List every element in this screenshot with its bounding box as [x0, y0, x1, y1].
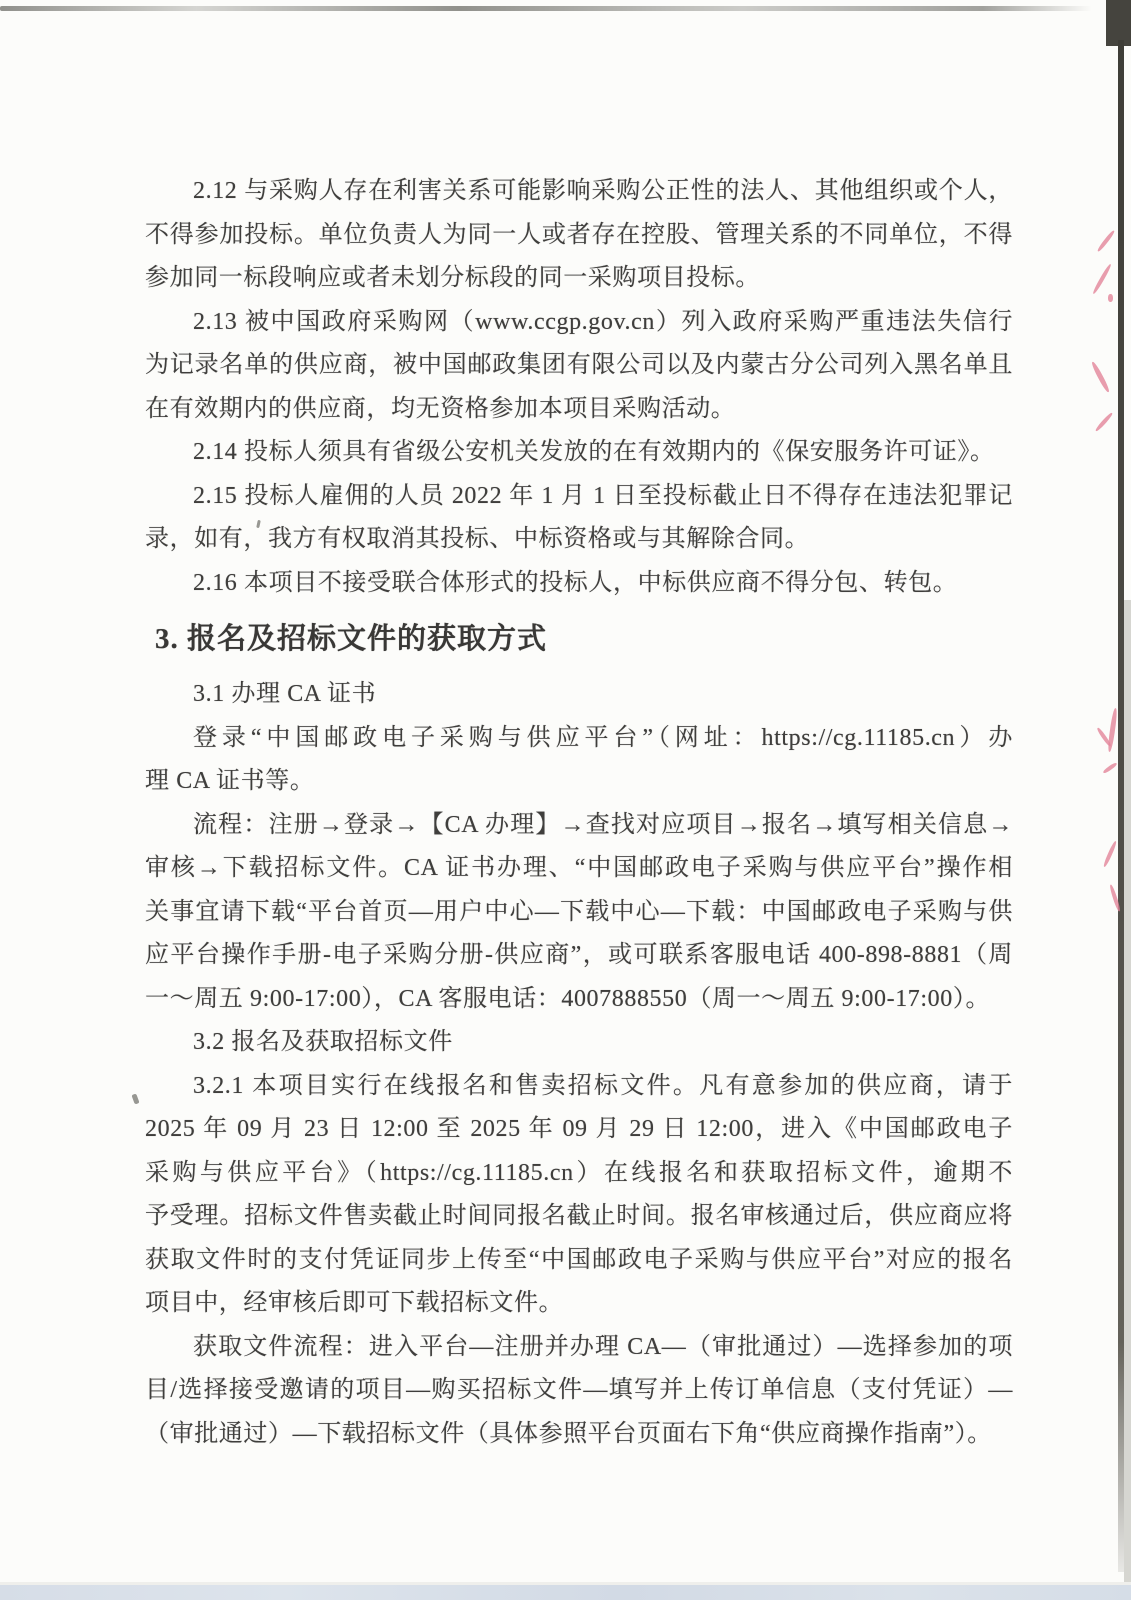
document-line: 审核→下载招标文件。CA 证书办理、“中国邮政电子采购与供应平台”操作相 — [145, 855, 1013, 881]
document-line: 3.1 办理 CA 证书 — [193, 681, 377, 707]
stamp-mark-artifact — [1102, 762, 1117, 774]
stamp-mark-artifact — [1108, 294, 1113, 302]
document-line: 关事宜请下载“平台首页—用户中心—下载中心—下载：中国邮政电子采购与供 — [145, 898, 1013, 925]
document-line: 目/选择接受邀请的项目—购买招标文件—填写并上传订单信息（支付凭证）— — [145, 1377, 1013, 1403]
stamp-mark-artifact — [1102, 840, 1117, 867]
document-line: 获取文件时的支付凭证同步上传至“中国邮政电子采购与供应平台”对应的报名 — [145, 1246, 1013, 1273]
stamp-mark-artifact — [1096, 230, 1115, 253]
document-line: 采购与供应平台》（https://cg.11185.cn）在线报名和获取招标文件，逾期不 — [145, 1159, 1013, 1186]
document-line: 项目中，经审核后即可下载招标文件。 — [145, 1290, 564, 1316]
document-body — [145, 170, 1013, 1456]
document-line: 应平台操作手册-电子采购分册-供应商”，或可联系客服电话 400-898-8881（周 — [145, 942, 1013, 968]
document-line: 3.2 报名及获取招标文件 — [193, 1029, 453, 1055]
scan-bottom-edge-strip — [0, 1585, 1131, 1600]
document-line: 登录“中国邮政电子采购与供应平台”（网址：https://cg.11185.cn）办 — [193, 724, 1013, 751]
document-line: 2.16 本项目不接受联合体形式的投标人，中标供应商不得分包、转包。 — [193, 569, 958, 596]
scan-speck-artifact — [131, 1093, 139, 1104]
document-line: 2.14 投标人须具有省级公安机关发放的在有效期内的《保安服务许可证》。 — [193, 439, 995, 465]
document-line: 在有效期内的供应商，均无资格参加本项目采购活动。 — [145, 395, 736, 422]
document-line: 不得参加投标。单位负责人为同一人或者存在控股、管理关系的不同单位，不得 — [145, 221, 1013, 248]
stamp-mark-artifact — [1092, 263, 1112, 294]
document-line: 2025 年 09 月 23 日 12:00 至 2025 年 09 月 29 日 12:00，进入《中国邮政电子 — [145, 1116, 1013, 1142]
document-line: 2.15 投标人雇佣的人员 2022 年 1 月 1 日至投标截止日不得存在违法犯罪记 — [193, 482, 1013, 509]
document-line: 为记录名单的供应商，被中国邮政集团有限公司以及内蒙古分公司列入黑名单且 — [145, 352, 1013, 378]
document-line: 2.12 与采购人存在利害关系可能影响采购公正性的法人、其他组织或个人， — [193, 178, 1013, 204]
stamp-mark-artifact — [1090, 361, 1110, 393]
document-line: （审批通过）—下载招标文件（具体参照平台页面右下角“供应商操作指南”）。 — [145, 1420, 992, 1447]
document-line: 录，如有，我方有权取消其投标、中标资格或与其解除合同。 — [145, 526, 810, 552]
section-heading: 3. 报名及招标文件的获取方式 — [155, 623, 548, 655]
document-line: 获取文件流程：进入平台—注册并办理 CA—（审批通过）—选择参加的项 — [193, 1333, 1013, 1360]
stamp-mark-artifact — [1094, 412, 1113, 433]
document-line: 流程：注册→登录→【CA 办理】→查找对应项目→报名→填写相关信息→ — [193, 811, 1013, 838]
document-line: 2.13 被中国政府采购网（www.ccgp.gov.cn）列入政府采购严重违法失信行 — [193, 308, 1013, 335]
document-line: 参加同一标段响应或者未划分标段的同一采购项目投标。 — [145, 265, 760, 291]
scan-right-edge-strip — [1124, 600, 1131, 1600]
document-line: 一～周五 9:00-17:00），CA 客服电话：4007888550（周一～周五 9:00-17:00）。 — [145, 985, 991, 1012]
scan-top-edge-shadow — [0, 6, 1092, 11]
document-line: 理 CA 证书等。 — [145, 768, 315, 794]
document-line: 3.2.1 本项目实行在线报名和售卖招标文件。凡有意参加的供应商，请于 — [193, 1072, 1013, 1099]
document-line: 予受理。招标文件售卖截止时间同报名截止时间。报名审核通过后，供应商应将 — [145, 1203, 1013, 1229]
